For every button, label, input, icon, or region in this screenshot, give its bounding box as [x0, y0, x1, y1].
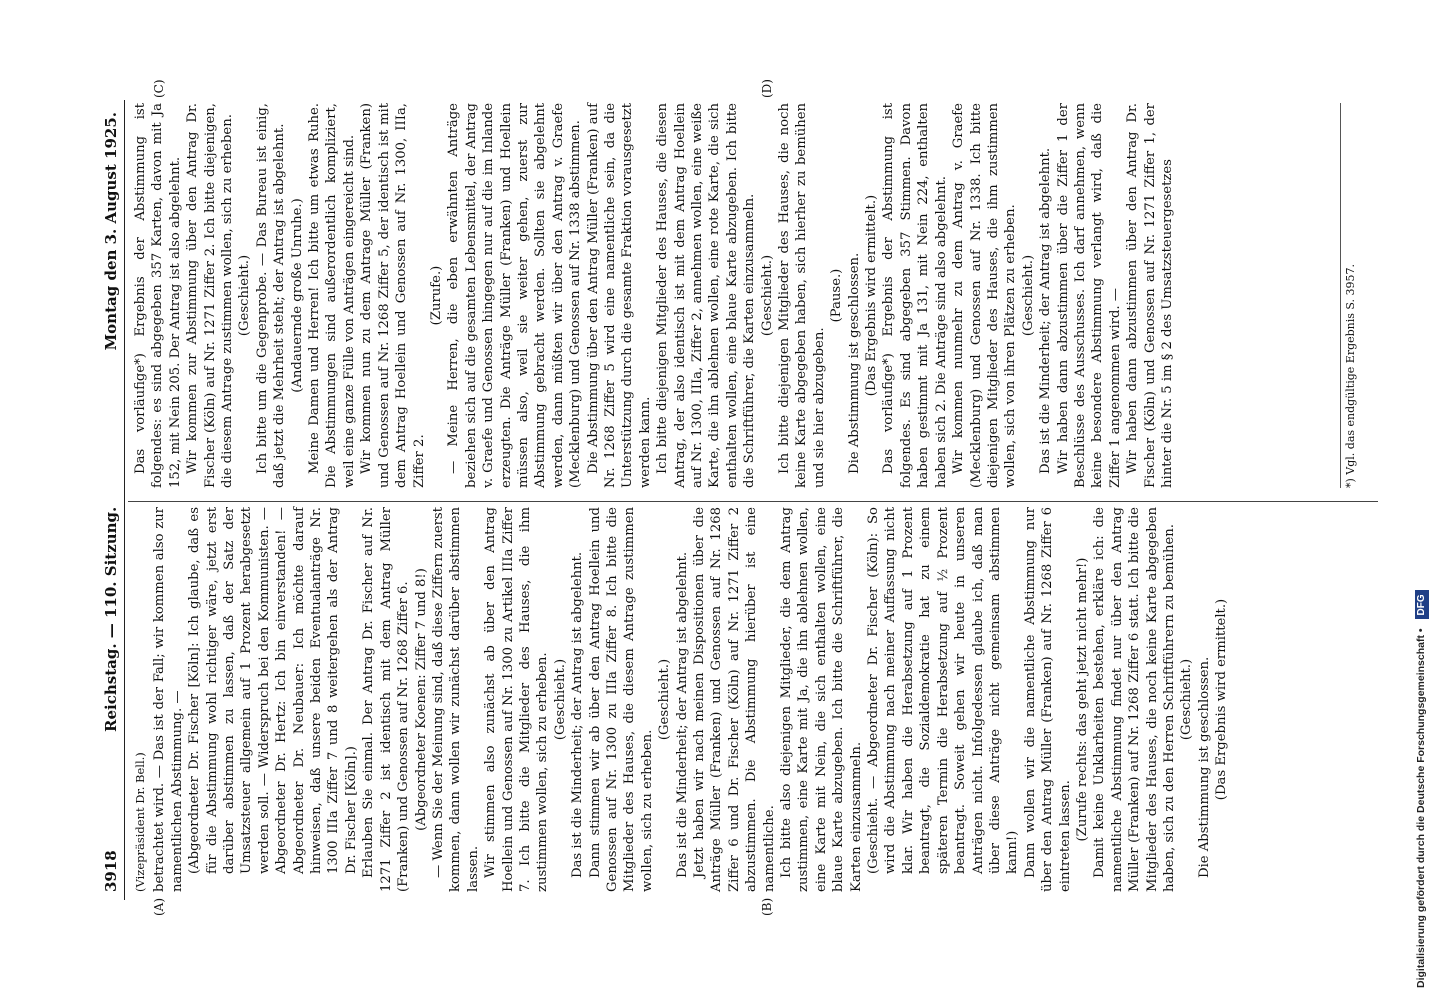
paragraph: (Geschieht.): [237, 254, 253, 337]
paragraph: Wir kommen nun zu dem Antrage Müller (Franken) und Genossen auf Nr. 1268 Ziffer 5, der identisch ist mit dem Antrag Hoellein und Genossen auf Nr. 1300, IIIa, Ziffer 2.: [359, 103, 427, 488]
paragraph: Ich bitte also diejenigen Mitglieder, die dem Antrag zustimmen, eine Karte mit Ja, die ihn ablehnen wollen, eine Karte mit Nein, die sich enthalten wollen, eine blaue Karte abzugeben. Ich bitte die Schriftführer, die Karten einzusammeln.: [779, 507, 864, 892]
paragraph: Die Abstimmung ist geschlossen.: [1196, 656, 1212, 878]
margin-marker-d: (D): [760, 79, 774, 98]
paragraph: Wir kommen nunmehr zu dem Antrag v. Graefe (Mecklenburg) und Genossen auf Nr. 1338. Ich bitte diejenigen Mitglieder des Hauses, die ihm zustimmen wollen, sich von ihren Plätzen zu erheben.: [951, 103, 1019, 488]
paragraph: (Zurufe rechts: das geht jetzt nicht mehr!): [1074, 557, 1090, 842]
header-date: Montag den 3. August 1925.: [102, 112, 120, 351]
paragraph: Wir haben dann abzustimmen über die Ziffer 1 der Beschlüsse des Ausschusses. Ich darf annehmen, wenn keine besondere Abstimmung verlangt wird, daß die Ziffer 1 angenommen wird. —: [1055, 103, 1123, 488]
paragraph: (Geschieht.): [759, 254, 775, 337]
paragraph: Das ist die Minderheit; der Antrag ist abgelehnt.: [674, 551, 690, 878]
paragraph: Jetzt haben wir nach meinen Dispositionen über die Anträge Müller (Franken) und Genossen auf Nr. 1268 Ziffer 6 und Dr. Fischer (Köln) auf Nr. 1271 Ziffer 2 abzustimmen. Die Abstimmung hierüber ist eine namentliche.: [692, 507, 777, 892]
paragraph: (Das Ergebnis wird ermittelt.): [1214, 598, 1230, 801]
paragraph: Damit keine Unklarheiten bestehen, erkläre ich: die namentliche Abstimmung findet nur über den Antrag Müller (Franken) auf Nr. 1268 Ziffer 6 statt. Ich bitte die Mitglieder des Hauses, die noch keine Karte abgegeben haben, sich zu den Herren Schriftführern zu bemühen.: [1092, 507, 1177, 892]
paragraph: Ich bitte um die Gegenprobe. — Das Bureau ist einig, daß jetzt die Mehrheit steht; der Antrag ist abgelehnt.: [254, 103, 288, 488]
margin-marker-c: (C): [152, 79, 166, 98]
margin-marker-b: (B): [760, 897, 774, 916]
paragraph: Das ist die Minderheit; der Antrag ist abgelehnt.: [570, 551, 586, 878]
paragraph: (Pause.): [829, 268, 845, 323]
right-column: [132, 103, 1176, 488]
left-column: [132, 507, 1231, 892]
digitization-credit: [1405, 8, 1431, 988]
header-rule: [124, 100, 125, 900]
paragraph: (Abgeordneter Dr. Fischer [Köln]: Ich glaube, daß es für die Abstimmung wohl richtiger wäre, jetzt erst darüber abstimmen zu lassen, daß der Satz der Umsatzsteuer allgemein auf 1 Prozent herabgesetzt werden soll. — Widerspruch bei den Kommunisten. — Abgeordneter Dr. Hertz: Ich bin einverstanden! — Abgeordneter Dr. Neubauer: Ich möchte darauf hinweisen, daß unsere beiden Eventualanträge Nr. 1300 IIIa Ziffer 7 und 8 weitergehen als der Antrag Dr. Fischer [Köln].): [187, 507, 359, 874]
paragraph: Ich bitte diejenigen Mitglieder des Hauses, die diesen Antrag, der also identisch ist mit dem Antrag Hoellein auf Nr. 1300, IIIa, Ziffer 2, annehmen wollen, eine weiße Karte, die ihn ablehnen wollen, eine rote Karte, die sich enthalten wollen, eine blaue Karte abzugeben. Ich bitte die Schriftführer, die Karten einzusammeln.: [655, 103, 758, 488]
paragraph: (Abgeordneter Koenen: Ziffer 7 und 8!): [413, 568, 429, 831]
paragraph: Das vorläufige*) Ergebnis der Abstimmung ist folgendes. Es sind abgegeben 357 Stimmen. Davon haben gestimmt mit Ja 131, mit Nein 224, enthalten haben sich 2. Die Anträge sind also abgelehnt.: [881, 103, 949, 488]
paragraph: Das ist die Minderheit; der Antrag ist abgelehnt.: [1038, 147, 1054, 474]
paragraph: — Meine Herren, die eben erwähnten Anträge beziehen sich auf die gesamten Lebensmittel, der Antrag v. Graefe und Genossen hingegen nur auf die im Inlande erzeugten. Die Anträge Müller (Franken) und Hoellein müssen also, weil sie weiter gehen, zuerst zur Abstimmung gebracht werden. Sollten sie abgelehnt werden, dann müßten wir über den Antrag v. Graefe (Mecklenburg) und Genossen auf Nr. 1338 abstimmen.: [446, 103, 584, 488]
rotated-page: [40, 60, 1430, 950]
footnote: *) Vgl. das endgültige Ergebnis S. 3957.: [1340, 103, 1357, 488]
margin-marker-a: (A): [152, 897, 166, 916]
column-divider: [128, 501, 1378, 502]
paragraph: Wir haben dann abzustimmen über den Antrag Dr. Fischer (Köln) und Genossen auf Nr. 1271 Ziffer 1, der hinter die Nr. 5 im § 2 des Umsatzsteuergesetzes: [1125, 103, 1175, 488]
speaker-label: (Vizepräsident Dr. Bell.): [133, 752, 147, 892]
paragraph: Ich bitte diejenigen Mitglieder des Hauses, die noch keine Karte abgegeben haben, sich hierher zu bemühen und sie hier abzugeben.: [777, 103, 827, 488]
page-header: [102, 112, 122, 892]
paragraph: Die Abstimmung ist geschlossen.: [846, 252, 862, 474]
paragraph: Dann stimmen wir ab über den Antrag Hoellein und Genossen auf Nr. 1300 zu IIIa Ziffer 8. Ich bitte die Mitglieder des Hauses, die diesem Antrage zustimmen wollen, sich zu erheben.: [587, 507, 655, 892]
paragraph: (Geschieht.): [552, 658, 568, 741]
paragraph: Wir stimmen also zunächst ab über den Antrag Hoellein und Genossen auf Nr. 1300 zu Artikel IIIa Ziffer 7. Ich bitte die Mitglieder des Hauses, die ihm zustimmen wollen, sich zu erheben.: [483, 507, 551, 892]
paragraph: (Andauernde große Unruhe.): [289, 198, 305, 393]
page-number: 3918: [102, 850, 120, 892]
header-session: Reichstag. — 110. Sitzung.: [102, 506, 120, 732]
paragraph: betrachtet wird. — Das ist der Fall; wir kommen also zur namentlichen Abstimmung. —: [152, 507, 185, 892]
paragraph: Meine Damen und Herren! Ich bitte um etwas Ruhe. Die Abstimmungen sind außerordentlich kompliziert, weil eine ganze Fülle von Anträgen eingereicht sind.: [307, 103, 357, 488]
paragraph: Wir kommen zur Abstimmung über den Antrag Dr. Fischer (Köln) auf Nr. 1271 Ziffer 2. Ich bitte diejenigen, die diesem Antrage zustimmen wollen, sich zu erheben.: [185, 103, 236, 488]
paragraph: (Geschieht.): [1179, 658, 1195, 741]
paragraph: Erlauben Sie einmal. Der Antrag Dr. Fischer auf Nr. 1271 Ziffer 2 ist identisch mit dem Antrag Müller (Franken) und Genossen auf Nr. 1268 Ziffer 6.: [361, 507, 412, 892]
paragraph: — Wenn Sie der Meinung sind, daß diese Ziffern zuerst kommen, dann wollen wir zunächst darüber abstimmen lassen.: [430, 507, 481, 892]
paragraph: (Geschieht. — Abgeordneter Dr. Fischer (Köln): So wird die Abstimmung nach meiner Auffassung nicht klar. Wir haben die Herabsetzung auf 1 Prozent beantragt, die Sozialdemokratie hat zu einem späteren Termin die Herabsetzung auf ½ Prozent beantragt. Soweit gehen wir heute in unseren Anträgen nicht. Infolgedessen glaube ich, daß man über diese Anträge nicht gemeinsam abstimmen kann!): [866, 507, 1021, 874]
paragraph: (Das Ergebnis wird ermittelt.): [864, 194, 880, 397]
paragraph: Die Abstimmung über den Antrag Müller (Franken) auf Nr. 1268 Ziffer 5 wird eine namentliche sein, da die Unterstützung durch die gesamte Fraktion vorausgesetzt werden kann.: [585, 103, 653, 488]
credit-text: Digitalisierung gefördert durch die Deutsche Forschungsgemeinschaft •: [1415, 628, 1427, 988]
paragraph: (Geschieht.): [1020, 254, 1036, 337]
paragraph: Das vorläufige*) Ergebnis der Abstimmung ist folgendes: es sind abgegeben 357 Karten, davon mit Ja 152, mit Nein 205. Der Antrag ist also abgelehnt.: [133, 103, 183, 488]
dfg-logo: DFG: [1415, 590, 1429, 619]
paragraph: (Zurufe.): [428, 265, 444, 326]
paragraph: (Geschieht.): [657, 658, 673, 741]
paragraph: Dann wollen wir die namentliche Abstimmung nur über den Antrag Müller (Franken) auf Nr. 1268 Ziffer 6 eintreten lassen.: [1022, 507, 1073, 892]
